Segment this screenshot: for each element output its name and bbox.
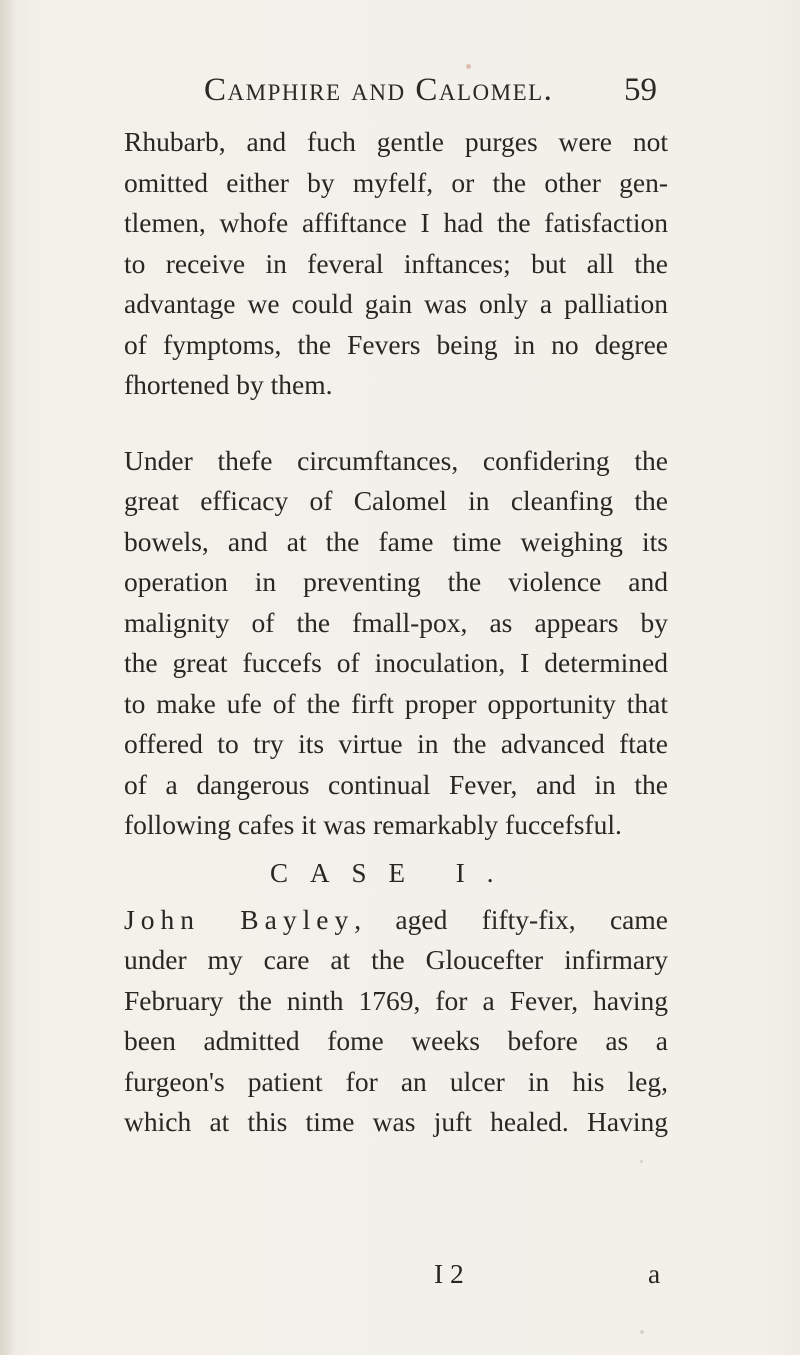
text-line: which at this time was juft healed. Having: [124, 1106, 668, 1137]
text-line: been admitted fome weeks before as a: [124, 1025, 668, 1056]
text-line: advantage we could gain was only a palliation: [124, 288, 668, 319]
page-header: [0, 72, 800, 122]
paragraph-2: [124, 441, 668, 846]
signature-mark: I 2: [434, 1258, 464, 1289]
paper-speck: [466, 64, 471, 69]
case-heading: CASE I.: [270, 857, 516, 888]
page-binding-edge: [0, 0, 14, 1355]
text-line: operation in preventing the violence and: [124, 566, 668, 597]
text-line: great efficacy of Calomel in cleanfing the: [124, 485, 668, 516]
text-line: bowels, and at the fame time weighing its: [124, 525, 668, 557]
text-line: to receive in feveral inftances; but all the: [124, 247, 668, 279]
text-line-rest: , aged fifty-fix, came: [354, 903, 668, 935]
text-line: the great fuccefs of inoculation, I determined: [124, 647, 668, 678]
paper-speck: [640, 1330, 644, 1334]
paper-speck: [640, 1160, 643, 1163]
text-line: Under thefe circumftances, confidering the: [124, 444, 668, 476]
case-1-paragraph: [124, 900, 668, 1143]
text-line: furgeon's patient for an ulcer in his leg,: [124, 1065, 668, 1097]
text-line: following cafes it was remarkably fuccefsful.: [124, 809, 622, 840]
text-line: fhortened by them.: [124, 369, 333, 400]
text-line: malignity of the fmall-pox, as appears by: [124, 606, 668, 638]
text-line: of fymptoms, the Fevers being in no degree: [124, 328, 668, 360]
page-footer: [124, 1258, 668, 1298]
text-line: offered to try its virtue in the advanced ftate: [124, 728, 668, 759]
text-line: omitted either by myfelf, or the other gen-: [124, 166, 668, 198]
paragraph-1: [124, 122, 668, 406]
text-line: to make ufe of the firft proper opportunity that: [124, 687, 668, 719]
text-line: February the ninth 1769, for a Fever, having: [124, 984, 668, 1016]
paragraph-gap: [124, 406, 668, 441]
text-line: Rhubarb, and fuch gentle purges were not: [124, 126, 668, 157]
patient-name: John Bayley: [124, 903, 355, 935]
body-text: [124, 122, 668, 1143]
page-number: 59: [624, 72, 657, 108]
catchword: a: [648, 1258, 661, 1289]
text-line: tlemen, whofe affiftance I had the fatisfaction: [124, 207, 668, 238]
text-line: [124, 900, 668, 941]
text-line: of a dangerous continual Fever, and in the: [124, 768, 668, 800]
running-title: Camphire and Calomel.: [204, 72, 554, 108]
text-line: under my care at the Gloucefter infirmary: [124, 944, 668, 975]
